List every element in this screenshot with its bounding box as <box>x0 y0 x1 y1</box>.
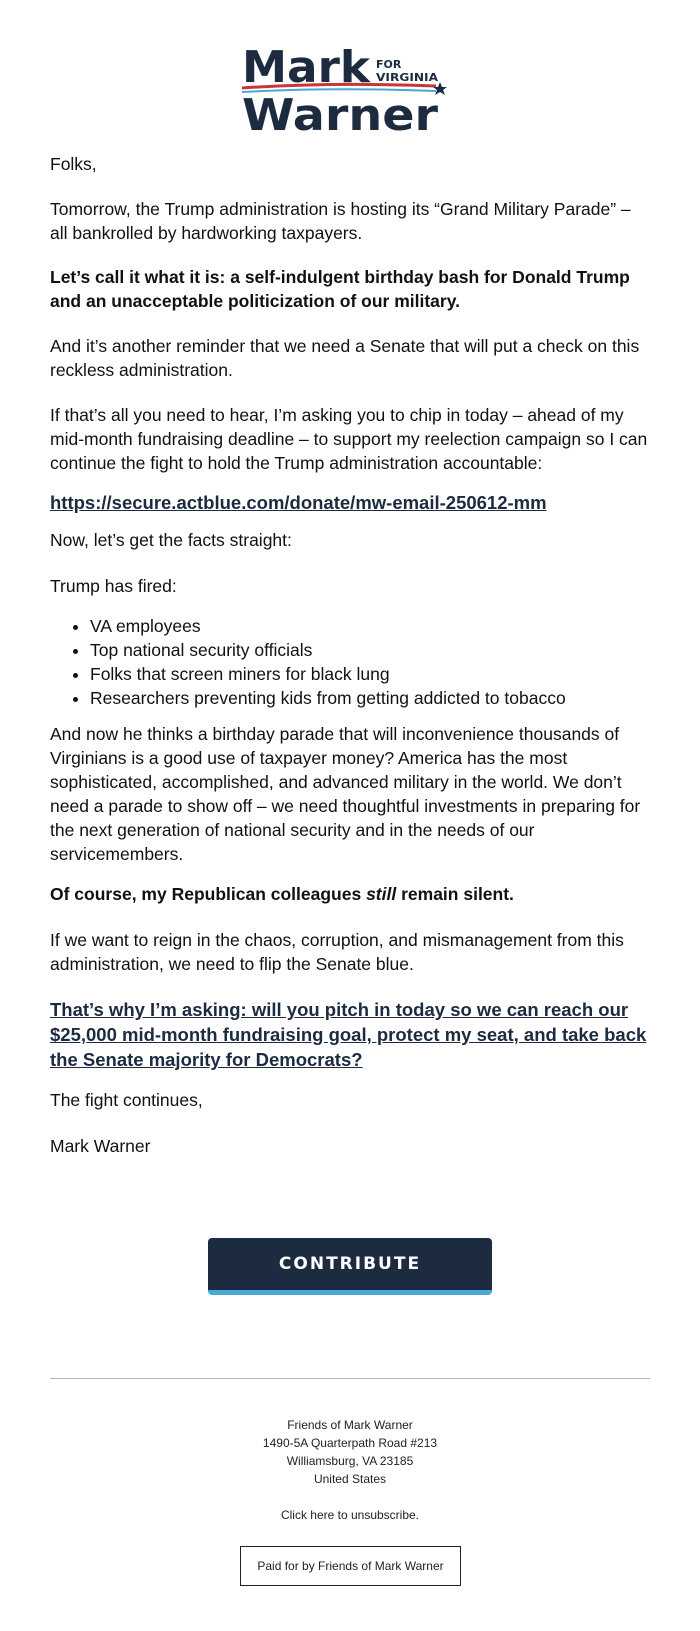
contribute-button[interactable]: CONTRIBUTE <box>208 1238 492 1295</box>
paragraph-flip-senate: If we want to reign in the chaos, corruption, and mismanagement from this administration, we need to flip the Senate blue. <box>50 930 624 974</box>
campaign-logo <box>0 40 700 140</box>
logo-first-name: Mark <box>242 42 372 93</box>
list-item: • Researchers preventing kids from getting addicted to tobacco <box>90 686 650 710</box>
paragraph-trump-fired: Trump has fired: <box>50 576 177 596</box>
list-item: • Folks that screen miners for black lung <box>90 662 650 686</box>
unsubscribe-link[interactable]: Click here to unsubscribe. <box>280 1508 420 1522</box>
greeting: Folks, <box>50 154 97 174</box>
mark-warner-logo-icon <box>240 40 460 140</box>
donate-link[interactable]: https://secure.actblue.com/donate/mw-email-250612-mm <box>50 492 547 513</box>
paragraph-chip-in: If that’s all you need to hear, I’m asking you to chip in today – ahead of my mid-month fundraising deadline – to support my reelection campaign so I can continue the fight to hold the Trump administration accountable: <box>50 405 648 473</box>
footer-org: Friends of Mark Warner <box>287 1418 413 1432</box>
signoff: The fight continues, <box>50 1090 203 1110</box>
paragraph-senate-check: And it’s another reminder that we need a Senate that will put a check on this reckless administration. <box>50 336 640 380</box>
fired-list <box>90 614 650 710</box>
footer-country: United States <box>313 1472 387 1486</box>
paragraph-republicans-silent <box>50 882 650 906</box>
signature: Mark Warner <box>50 1136 151 1156</box>
paid-for-disclaimer: Paid for by Friends of Mark Warner <box>240 1546 461 1586</box>
list-item: • Top national security officials <box>90 638 650 662</box>
logo-last-name: Warner <box>242 90 439 140</box>
footer-street: 1490-5A Quarterpath Road #213 <box>262 1436 438 1450</box>
paragraph-facts: Now, let’s get the facts straight: <box>50 530 292 550</box>
republicans-text-italic: still <box>366 884 397 904</box>
logo-tag-state: VIRGINIA <box>376 71 439 84</box>
footer-divider <box>50 1378 650 1379</box>
paragraph-parade-money: And now he thinks a birthday parade that will inconvenience thousands of Virginians is a good use of taxpayer money? America has the most sophisticated, accomplished, and advanced military in the world. We don’t need a parade to show off – we need thoughtful investments in preparing for the next generation of national security and in the needs of our servicemembers. <box>50 724 641 864</box>
ask-link[interactable]: That’s why I’m asking: will you pitch in today so we can reach our $25,000 mid-month fundraising goal, protect my seat, and take back the Senate majority for Democrats? <box>50 999 647 1070</box>
footer-city: Williamsburg, VA 23185 <box>286 1454 414 1468</box>
list-item: • VA employees <box>90 614 650 638</box>
republicans-text-before: Of course, my Republican colleagues <box>50 884 367 904</box>
paragraph-parade: Tomorrow, the Trump administration is hosting its “Grand Military Parade” – all bankrolled by hardworking taxpayers. <box>50 199 631 243</box>
logo-tag-for: FOR <box>376 58 402 71</box>
paragraph-birthday-bash: Let’s call it what it is: a self-indulgent birthday bash for Donald Trump and an unacceptable politicization of our military. <box>50 267 630 311</box>
republicans-text-after: remain silent. <box>396 884 514 904</box>
